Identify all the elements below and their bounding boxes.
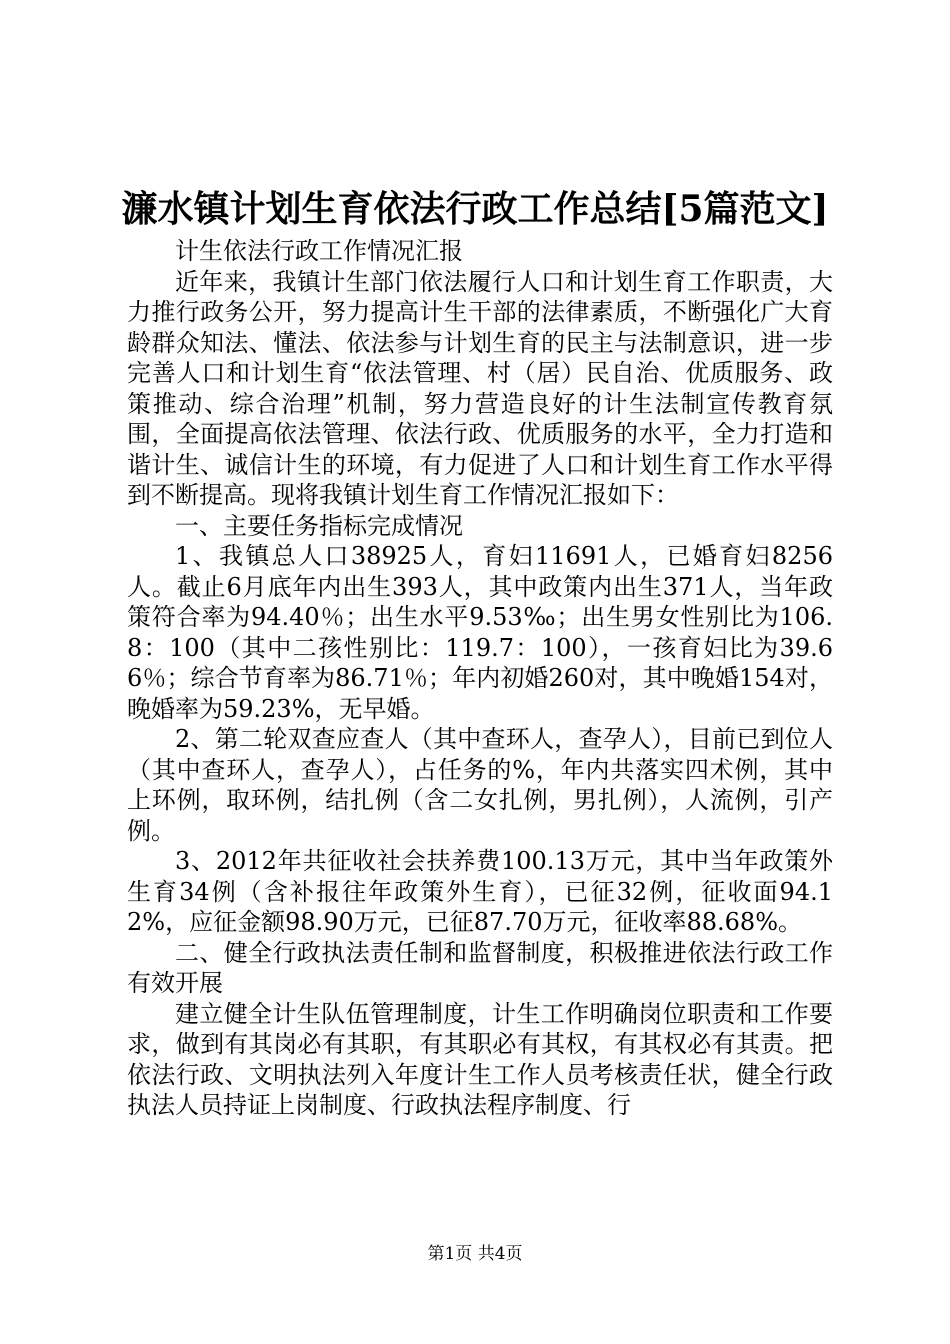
paragraph-item-1: 1、我镇总人口38925人，育妇11691人，已婚育妇8256人。截止6月底年内出生393人，其中政策内出生371人，当年政策符合率为94.40％；出生水平9.53‰；出生男女性别比为106.8：100（其中二孩性别比：119.7：100），一孩育妇比为39.66％；综合节育率为86.71％；年内初婚260对，其中晚婚154对，晚婚率为59.23%，无早婚。	[127, 542, 833, 723]
paragraph-item-2: 2、第二轮双查应查人（其中查环人，查孕人），目前已到位人（其中查环人，查孕人），占任务的%，年内共落实四术例，其中上环例，取环例，结扎例（含二女扎例，男扎例），人流例，引产例。	[127, 725, 833, 845]
paragraph-section-2-body: 建立健全计生队伍管理制度，计生工作明确岗位职责和工作要求，做到有其岗必有其职，有其职必有其权，有其权必有其责。把依法行政、文明执法列入年度计生工作人员考核责任状，健全行政执法人员持证上岗制度、行政执法程序制度、行	[127, 999, 833, 1119]
page-footer: 第1页 共4页	[427, 1244, 523, 1264]
paragraph-subtitle: 计生依法行政工作情况汇报	[175, 237, 463, 265]
paragraph-item-3: 3、2012年共征收社会扶养费100.13万元，其中当年政策外生育34例（含补报往年政策外生育），已征32例，征收面94.12%，应征金额98.90万元，已征87.70万元，征收率88.68%。	[127, 847, 833, 936]
document-title: 濂水镇计划生育依法行政工作总结[5篇范文]	[121, 188, 829, 230]
document-body	[127, 236, 833, 1121]
paragraph-section-1-heading: 一、主要任务指标完成情况	[175, 511, 463, 540]
paragraph-intro: 近年来，我镇计生部门依法履行人口和计划生育工作职责，大力推行政务公开，努力提高计生干部的法律素质，不断强化广大育龄群众知法、懂法、依法参与计划生育的民主与法制意识，进一步完善人口和计划生育“依法管理、村（居）民自治、优质服务、政策推动、综合治理”机制，努力营造良好的计生法制宣传教育氛围，全面提高依法管理、依法行政、优质服务的水平，全力打造和谐计生、诚信计生的环境，有力促进了人口和计划生育工作水平得到不断提高。现将我镇计划生育工作情况汇报如下：	[127, 267, 833, 509]
paragraph-section-2-heading: 二、健全行政执法责任制和监督制度，积极推进依法行政工作有效开展	[127, 938, 833, 997]
